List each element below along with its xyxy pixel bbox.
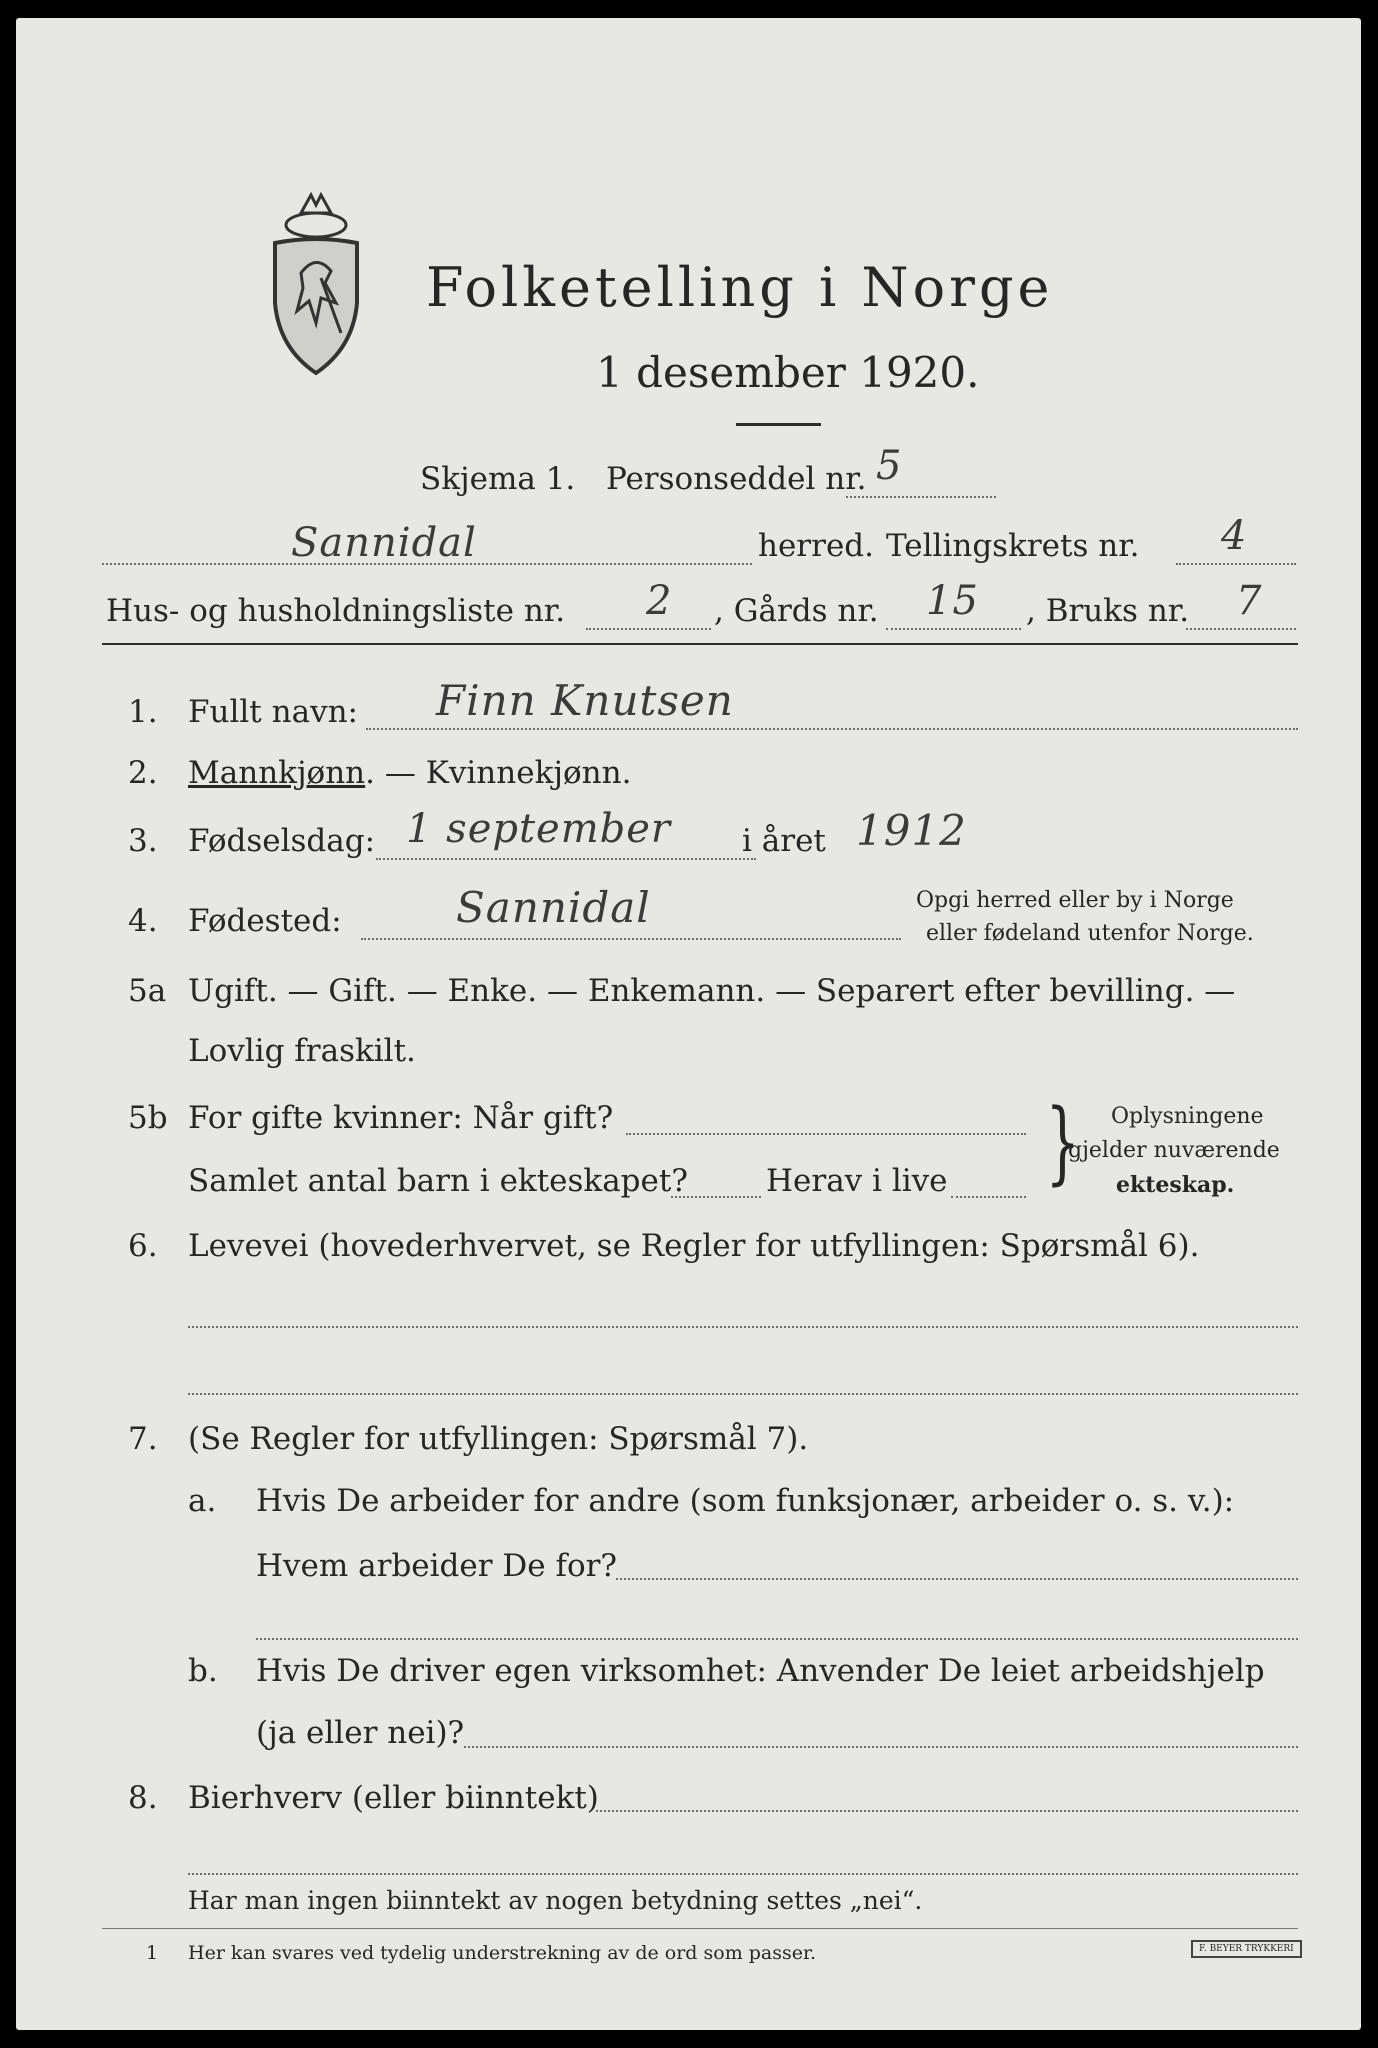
census-date: 1 desember 1920. [596,348,980,397]
herred-value: Sannidal [291,520,477,566]
tellingskrets-label: Tellingskrets nr. [886,528,1140,564]
q7b-number: b. [188,1653,218,1689]
q2-number: 2. [128,755,158,791]
q5b-brace: } [1045,1090,1080,1195]
q2-female: Kvinnekjønn [425,755,622,791]
gards-value: 15 [926,578,979,624]
personseddel-label: Personseddel nr. [606,461,867,497]
q4-answer: Sannidal [456,883,651,932]
gards-label: , Gårds nr. [714,593,879,629]
q8-number: 8. [128,1780,158,1816]
q6-line-2 [188,1393,1298,1395]
q1-label: Fullt navn: [188,694,358,730]
q1-line [366,728,1298,730]
herred-label: herred. [758,528,874,564]
printer-stamp: F. BEYER TRYKKERI [1191,1940,1302,1958]
q7a-line1: Hvis De arbeider for andre (som funksjonær, arbeider o. s. v.): [256,1483,1235,1519]
husliste-line [586,628,711,630]
q5b-line1: For gifte kvinner: Når gift? [188,1100,614,1136]
q4-note-2: eller fødeland utenfor Norge. [926,921,1254,946]
q5a-number: 5a [128,973,167,1009]
q2-end: . [621,755,632,791]
q3-year-label: i året [742,823,826,859]
footnote-text: Her kan svares ved tydelig understrekning av de ord som passer. [188,1942,817,1964]
personseddel-line [846,496,996,498]
gards-line [886,628,1021,630]
footer-divider [102,1928,1298,1929]
q4-number: 4. [128,903,158,939]
q3-line [376,858,756,860]
q1-number: 1. [128,694,158,730]
q5b-line2-dots-b [951,1196,1026,1198]
title-divider [736,423,821,426]
q7a-line3-dots [256,1638,1298,1640]
q3-year-value: 1912 [856,806,967,855]
q2-male: Mannkjønn [188,755,366,791]
q5b-line2-dots-a [671,1196,761,1198]
personseddel-value: 5 [876,443,903,489]
header-divider [102,643,1298,645]
bruks-value: 7 [1236,578,1263,624]
tellingskrets-value: 4 [1221,513,1248,559]
bruks-line [1186,628,1296,630]
q6-number: 6. [128,1228,158,1264]
q7a-line2: Hvem arbeider De for? [256,1548,618,1584]
q7-number: 7. [128,1421,158,1457]
q7b-line2-dots [464,1746,1298,1748]
page-title: Folketelling i Norge [426,256,1054,319]
q7-label: (Se Regler for utfyllingen: Spørsmål 7). [188,1421,809,1457]
q7a-line2-dots [616,1578,1298,1580]
q6-line-1 [188,1326,1298,1328]
q3-answer: 1 september [406,806,672,852]
schema-label: Skjema 1. [420,461,576,497]
q5b-note-3: ekteskap. [1116,1172,1235,1198]
husliste-label: Hus- og husholdningsliste nr. [106,593,566,629]
husliste-value: 2 [646,578,673,624]
footnote-mark: 1 [146,1942,159,1964]
q2-options [188,755,631,791]
q8-line-1 [596,1810,1298,1812]
q8-note: Har man ingen biinntekt av nogen betydning settes „nei“. [188,1886,923,1915]
tellingskrets-line [1176,563,1296,565]
q8-label: Bierhverv (eller biinntekt) [188,1780,599,1816]
q5b-line1-dots [626,1133,1026,1135]
q5b-note-1: Oplysningene [1111,1104,1264,1129]
q7a-number: a. [188,1483,217,1519]
q7b-line2: (ja eller nei)? [256,1715,465,1751]
q3-number: 3. [128,823,158,859]
q3-label: Fødselsdag: [188,823,376,859]
q5b-number: 5b [128,1100,168,1136]
q4-line [361,938,901,940]
q7b-line1: Hvis De driver egen virksomhet: Anvender De leiet arbeidshjelp [256,1653,1265,1689]
herred-line [102,563,752,565]
q5a-line1: Ugift. — Gift. — Enke. — Enkemann. — Separert efter bevilling. — [188,973,1236,1009]
census-form [16,18,1361,2030]
q5a-line2: Lovlig fraskilt. [188,1033,416,1069]
q4-note-1: Opgi herred eller by i Norge [916,888,1234,913]
q2-sep: . — [365,755,426,791]
q5b-line2a: Samlet antal barn i ekteskapet? [188,1163,688,1199]
q1-answer: Finn Knutsen [436,676,734,725]
coat-of-arms-icon [261,183,371,383]
bruks-label: , Bruks nr. [1026,593,1190,629]
q5b-line2b: Herav i live [766,1163,948,1199]
q6-label: Levevei (hovederhvervet, se Regler for utfyllingen: Spørsmål 6). [188,1228,1200,1264]
q8-line-2 [188,1873,1298,1875]
q4-label: Fødested: [188,903,342,939]
q5b-note-2: gjelder nuværende [1068,1138,1280,1163]
